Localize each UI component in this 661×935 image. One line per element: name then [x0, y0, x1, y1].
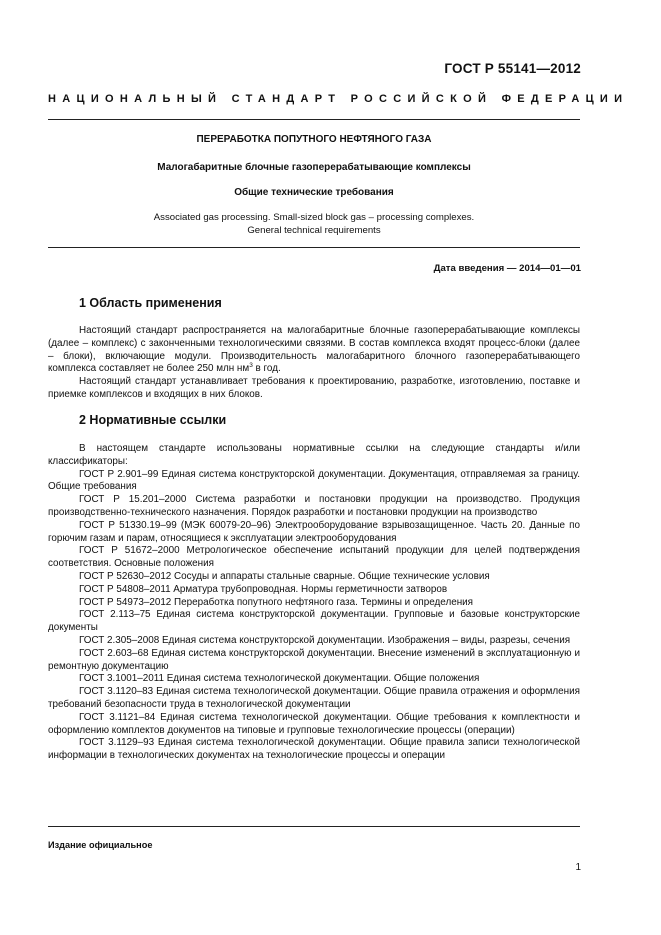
introduction-date: Дата введения — 2014—01—01 [433, 263, 581, 274]
section-1-paragraph: Настоящий стандарт устанавливает требования к проектированию, разработке, изготовлению, поставке и приемке комплексов и входящих в них блоков. [48, 376, 580, 400]
normative-reference-item: ГОСТ 3.1129–93 Единая система технологической документации. Общие правила записи технологической информации в технологических документах на технологические процессы и операции [48, 737, 580, 762]
header-divider [48, 119, 580, 120]
official-edition-label: Издание официальное [48, 840, 153, 850]
normative-reference-item: ГОСТ Р 51672–2000 Метрологическое обеспечение испытаний продукции для целей подтверждения соответствия. Основные положения [48, 545, 580, 570]
section-1-title: 1 Область применения [79, 296, 222, 310]
normative-reference-item: ГОСТ Р 54973–2012 Переработка попутного нефтяного газа. Термины и определения [79, 596, 474, 608]
normative-reference-intro: В настоящем стандарте использованы нормативные ссылки на следующие стандарты и/или классификаторы: [48, 443, 580, 467]
normative-reference-item: ГОСТ 2.305–2008 Единая система конструкторской документации. Изображения – виды, разрезы, сечения [79, 634, 571, 646]
document-number: ГОСТ Р 55141—2012 [444, 61, 581, 76]
english-title [48, 212, 580, 237]
section-1-body [48, 325, 580, 402]
normative-reference-item: ГОСТ 3.1120–83 Единая система технологической документации. Общие правила отражения и оформления требований безопасности труда в технологической документации [48, 686, 580, 710]
normative-reference-item: ГОСТ Р 2.901–99 Единая система конструкторской документации. Документация, отправляемая за границу. Общие требования [48, 468, 580, 493]
normative-reference-item: ГОСТ 3.1001–2011 Единая система технологической документации. Общие положения [79, 673, 480, 685]
section-2-title: 2 Нормативные ссылки [79, 413, 227, 427]
normative-reference-item: ГОСТ Р 51330.19–99 (МЭК 60079-20–96) Электрооборудование взрывозащищенное. Часть 20. Данные по горючим газам и парам, относящиеся к эксплуатации электрооборудования [48, 519, 580, 544]
normative-reference-item: ГОСТ Р 15.201–2000 Система разработки и постановки продукции на производство. Продукция производственно-технического назначения. Порядок разработки и постановки продукции на производство [48, 494, 580, 518]
normative-reference-item: ГОСТ Р 54808–2011 Арматура трубопроводная. Нормы герметичности затворов [79, 583, 448, 595]
english-title-line-1: Associated gas processing. Small-sized block gas – processing complexes. [153, 212, 475, 223]
title-divider [48, 247, 580, 248]
normative-reference-item: ГОСТ 3.1121–84 Единая система технологической документации. Общие требования к комплектности и оформлению комплектов документов на типовые и групповые технологические процессы (операции) [48, 711, 580, 736]
standard-requirements-title: Общие технические требования [234, 187, 394, 198]
cubic-superscript: 3 [249, 362, 253, 370]
normative-reference-item: ГОСТ 2.113–75 Единая система конструкторской документации. Групповые и базовые конструкторские документы [48, 609, 580, 634]
standard-subtitle: Малогабаритные блочные газоперерабатывающие комплексы [157, 162, 471, 173]
footer-divider [48, 826, 580, 827]
page-number: 1 [575, 862, 581, 873]
english-title-line-2: General technical requirements [247, 224, 381, 236]
standard-title: ПЕРЕРАБОТКА ПОПУТНОГО НЕФТЯНОГО ГАЗА [196, 134, 432, 145]
national-standard-heading: НАЦИОНАЛЬНЫЙ СТАНДАРТ РОССИЙСКОЙ ФЕДЕРАЦИИ [48, 93, 629, 105]
normative-reference-item: ГОСТ Р 52630–2012 Сосуды и аппараты стальные сварные. Общие технические условия [79, 570, 490, 582]
normative-reference-item: ГОСТ 2.603–68 Единая система конструкторской документации. Внесение изменений в эксплуатационную и ремонтную документацию [48, 647, 580, 672]
normative-references-list [48, 443, 580, 763]
section-1-paragraph: Настоящий стандарт распространяется на малогабаритные блочные газоперерабатывающие комплексы (далее – комплекс) с законченными технологическими связями. В состав комплекса входят процесс-блоки (далее – блоки), включающие модули. Производительность малогабаритного блочного газоперерабатывающего комплекса составляет не более 250 млн $нм^3$ в год. [48, 325, 580, 375]
